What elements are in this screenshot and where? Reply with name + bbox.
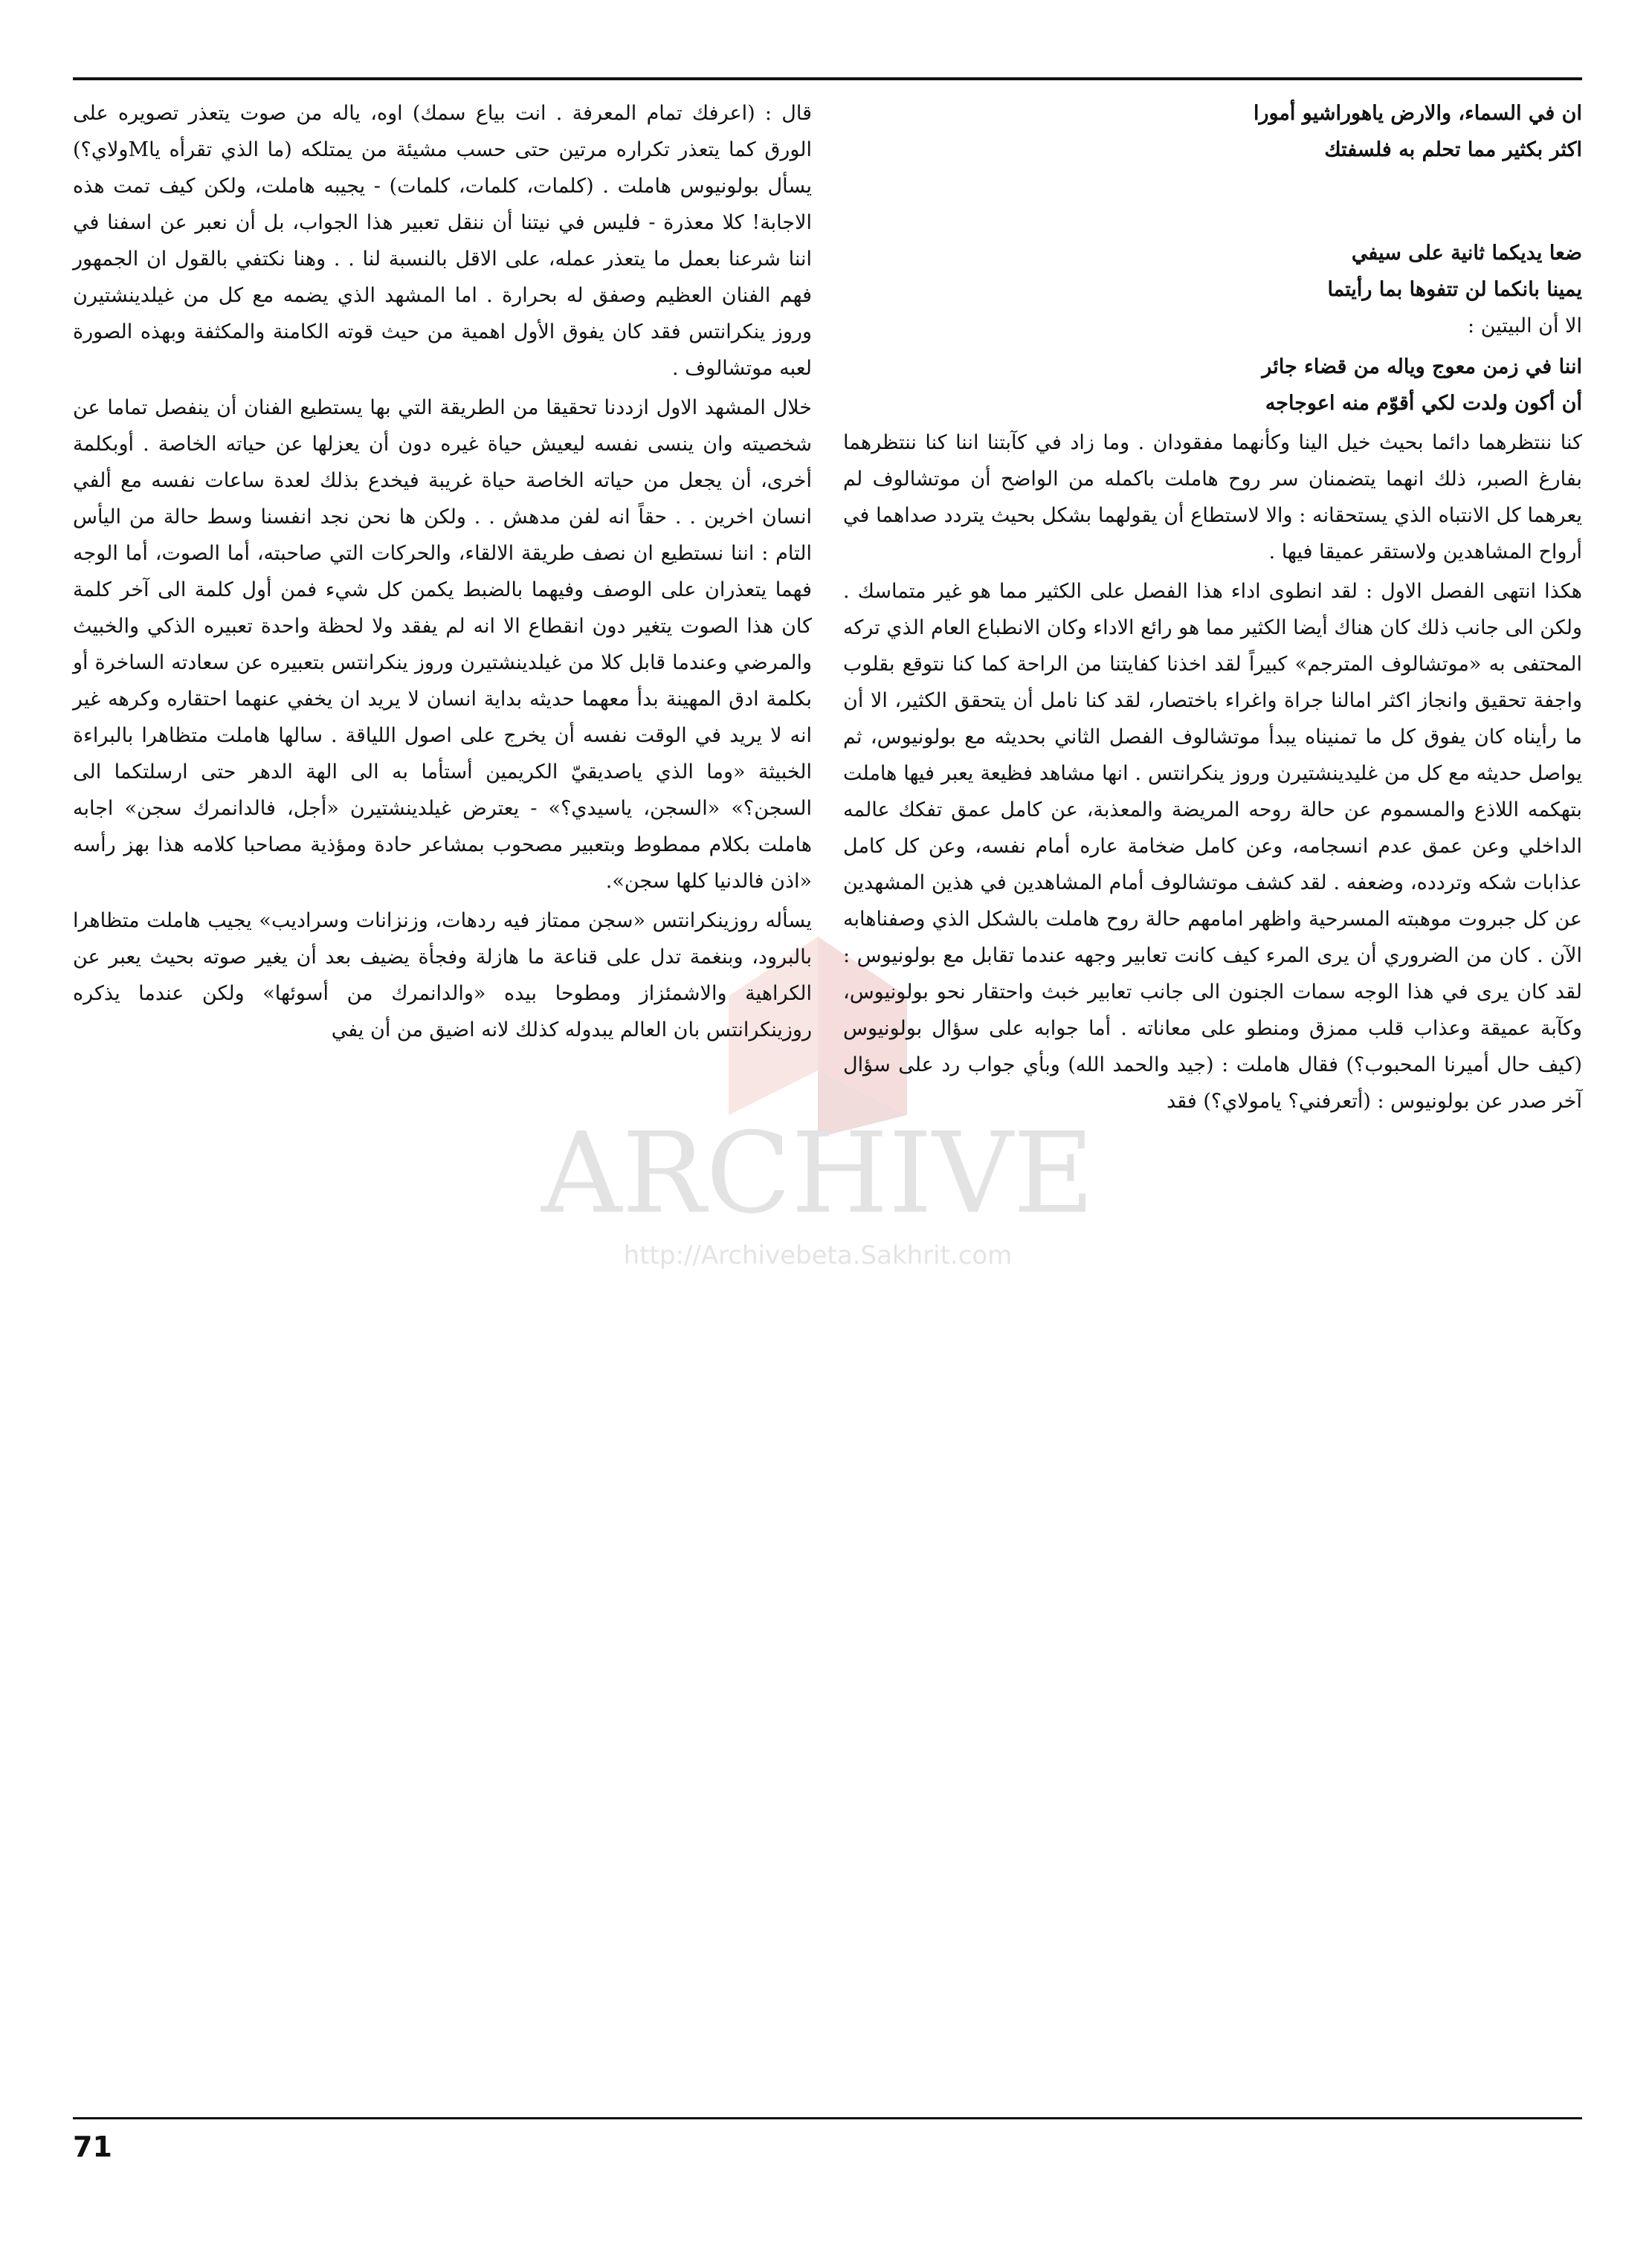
paragraph: كنا ننتظرهما دائما بحيث خيل الينا وكأنهما مفقودان . وما زاد في كآبتنا اننا كنا ننتظرهما بفارغ الصبر، ذلك انهما يتضمنان سر روح هاملت باكمله من الواضح أن موتشالوف لم يعرهما كل الانتباه الذي يستحقانه : والا لاستطاع أن يقولهما بشكل بحيث يتردد صداهما في أرواح المشاهدين ولاستقر عميقا فيها . <box>843 431 1582 563</box>
top-rule <box>73 77 1582 80</box>
page-number: 71 <box>73 2131 112 2163</box>
paragraph: يسأله روزينكرانتس «سجن ممتاز فيه ردهات، وزنزانات وسراديب» يجيب هاملت متظاهرا بالبرود، وبنغمة تدل على قناعة ما هازلة وفجأة يضيف بعد أن يغير صوته بحيث يعبر عن الكراهية والاشمئزاز ومطوحا بيده «والدانمرك من أسوئها» ولكن عندما يذكره روزينكرانتس بان العالم يبدوله كذلك لانه اضيق من أن يفي <box>73 909 812 1041</box>
watermark-url: http://Archivebeta.Sakhrit.com <box>623 1241 1013 1270</box>
watermark-brand: ARCHIVE <box>541 1109 1094 1238</box>
left-column <box>73 95 812 1048</box>
verse-line: اننا في زمن معوج وياله من قضاء جائر <box>1262 355 1582 378</box>
verse-line: أن أكون ولدت لكي أقوّم منه اعوجاجه <box>1265 392 1582 415</box>
verse-intro: الا أن البيتين : <box>1468 314 1582 337</box>
verse-line: اكثر بكثير مما تحلم به فلسفتك <box>1324 138 1582 161</box>
paragraph: خلال المشهد الاول ازددنا تحقيقا من الطريقة التي بها يستطيع الفنان أن ينفصل تماما عن شخصيته وان ينسى نفسه ليعيش حياة غيره دون أن يعزلها عن حياته الخاصة . أوبكلمة أخرى، أن يجعل من حياته الخاصة حياة غريبة فيخدع بذلك لعدة ساعات نفسه مع ألفي انسان اخرين . . حقاً انه لفن مدهش . . ولكن ها نحن نجد انفسنا وسط حالة من اليأس التام : اننا نستطيع ان نصف طريقة الالقاء، والحركات التي صاحبته، أما الصوت، أما الوجه فهما يتعذران على الوصف وفيهما بالضبط يكمن كل شيء فمن أول كلمة الى آخر كلمة كان هذا الصوت يتغير دون انقطاع الا انه لم يفقد ولا لحظة واحدة تعبيره الذكي والخبيث والمرضي وعندما قابل كلا من غيلدينشتيرن وروز ينكرانتس بتعبيره عن سعادته الساخرة أو بكلمة ادق المهينة بدأ معهما حديثه بداية انسان لا يريد ان يخفي عنهما احتقاره وكرهه غير انه لا يريد في الوقت نفسه أن يخرج على اصول اللياقة . سالها هاملت متظاهرا بالبراءة الخبيثة «وما الذي ياصديقيّ الكريمين أستأما به الى الهة الدهر حتى ارسلتكما الى السجن؟» «السجن، ياسيدي؟» - يعترض غيلدينشتيرن «أجل، فالدانمرك سجن» اجابه هاملت بكلام ممطوط وبتعبير مصحوب بمشاعر حادة ومؤذية مصاحبا كلامه هذا بهز رأسه «اذن فالدنيا كلها سجن». <box>73 396 812 893</box>
bottom-rule <box>73 2117 1582 2119</box>
right-column <box>843 95 1582 1120</box>
verse-line: ضعا يديكما ثانية على سيفي <box>1351 242 1582 265</box>
verse-line: يمينا بانكما لن تتفوها بما رأيتما <box>1327 278 1582 301</box>
paragraph: قال : (اعرفك تمام المعرفة . انت بياع سمك) اوه، ياله من صوت يتعذر تصويره على الورق كما يتعذر تكراره مرتين حتى حسب مشيئة من يمتلكه (ما الذي تقرأه ياMولاي؟) يسأل بولونيوس هاملت . (كلمات، كلمات، كلمات) - يجيبه هاملت، ولكن كيف تمت هذه الاجابة! كلا معذرة - فليس في نيتنا أن ننقل تعبير هذا الجواب، بل أن نعبر عن اسفنا في اننا شرعنا بعمل ما يتعذر عمله، على الاقل بالنسبة لنا . . وهنا نكتفي بالقول ان الجمهور فهم الفنان العظيم وصفق له بحرارة . اما المشهد الذي يضمه مع كل من غيلدينشتيرن وروز ينكرانتس فقد كان يفوق الأول اهمية من حيث قوته الكامنة والمكثفة وبهذه الصورة لعبه موتشالوف . <box>73 102 812 380</box>
verse-line: ان في السماء، والارض ياهوراشيو أمورا <box>1253 102 1582 125</box>
paragraph: هكذا انتهى الفصل الاول : لقد انطوى اداء هذا الفصل على الكثير مما هو غير متماسك . ولكن الى جانب ذلك كان هناك أيضا الكثير مما هو رائع الاداء وكان الانطباع العام الذي تركه المحتفى به «موتشالوف المترجم» كبيراً لقد اخذنا كفايتنا من الراحة كما كنا نتوقع بقلوب واجفة تحقيق وانجاز اكثر امالنا جراة واغراء باختصار، لقد كنا نامل أن يتحقق الكثير، الا أن ما رأيناه كان يفوق كل ما تمنيناه يبدأ موتشالوف الفصل الثاني بحديثه مع بولونيوس، ثم يواصل حديثه مع كل من غليدينشتيرن وروز ينكرانتس . انها مشاهد فظيعة يعبر فيها هاملت بتهكمه اللاذع والمسموم عن حالة روحه المريضة والمعذبة، عن كامل عمق تفكك عالمه الداخلي وعن عمق عدم انسجامه، وعن كامل ضخامة عاره أمام نفسه، وعن كل كامل عذابات شكه وتردده، وضعفه . لقد كشف موتشالوف أمام المشاهدين في هذين المشهدين عن كل جبروت موهبته المسرحية واظهر امامهم حالة روح هاملت بالشكل الذي وصفناهابه الآن . كان من الضروري أن يرى المرء كيف كانت تعابير وجهه عندما تقابل مع بولونيوس : لقد كان يرى في هذا الوجه سمات الجنون الى جانب تعابير خبث واحتقار نحو بولونيوس، وكآبة عميقة وعذاب قلب ممزق ومنطو على معاناته . أما جوابه على سؤال بولونيوس (كيف حال أميرنا المحبوب؟) فقال هاملت : (جيد والحمد الله) وبأي جواب رد على سؤال آخر صدر عن بولونيوس : (أتعرفني؟ يامولاي؟) فقد <box>843 580 1582 1113</box>
